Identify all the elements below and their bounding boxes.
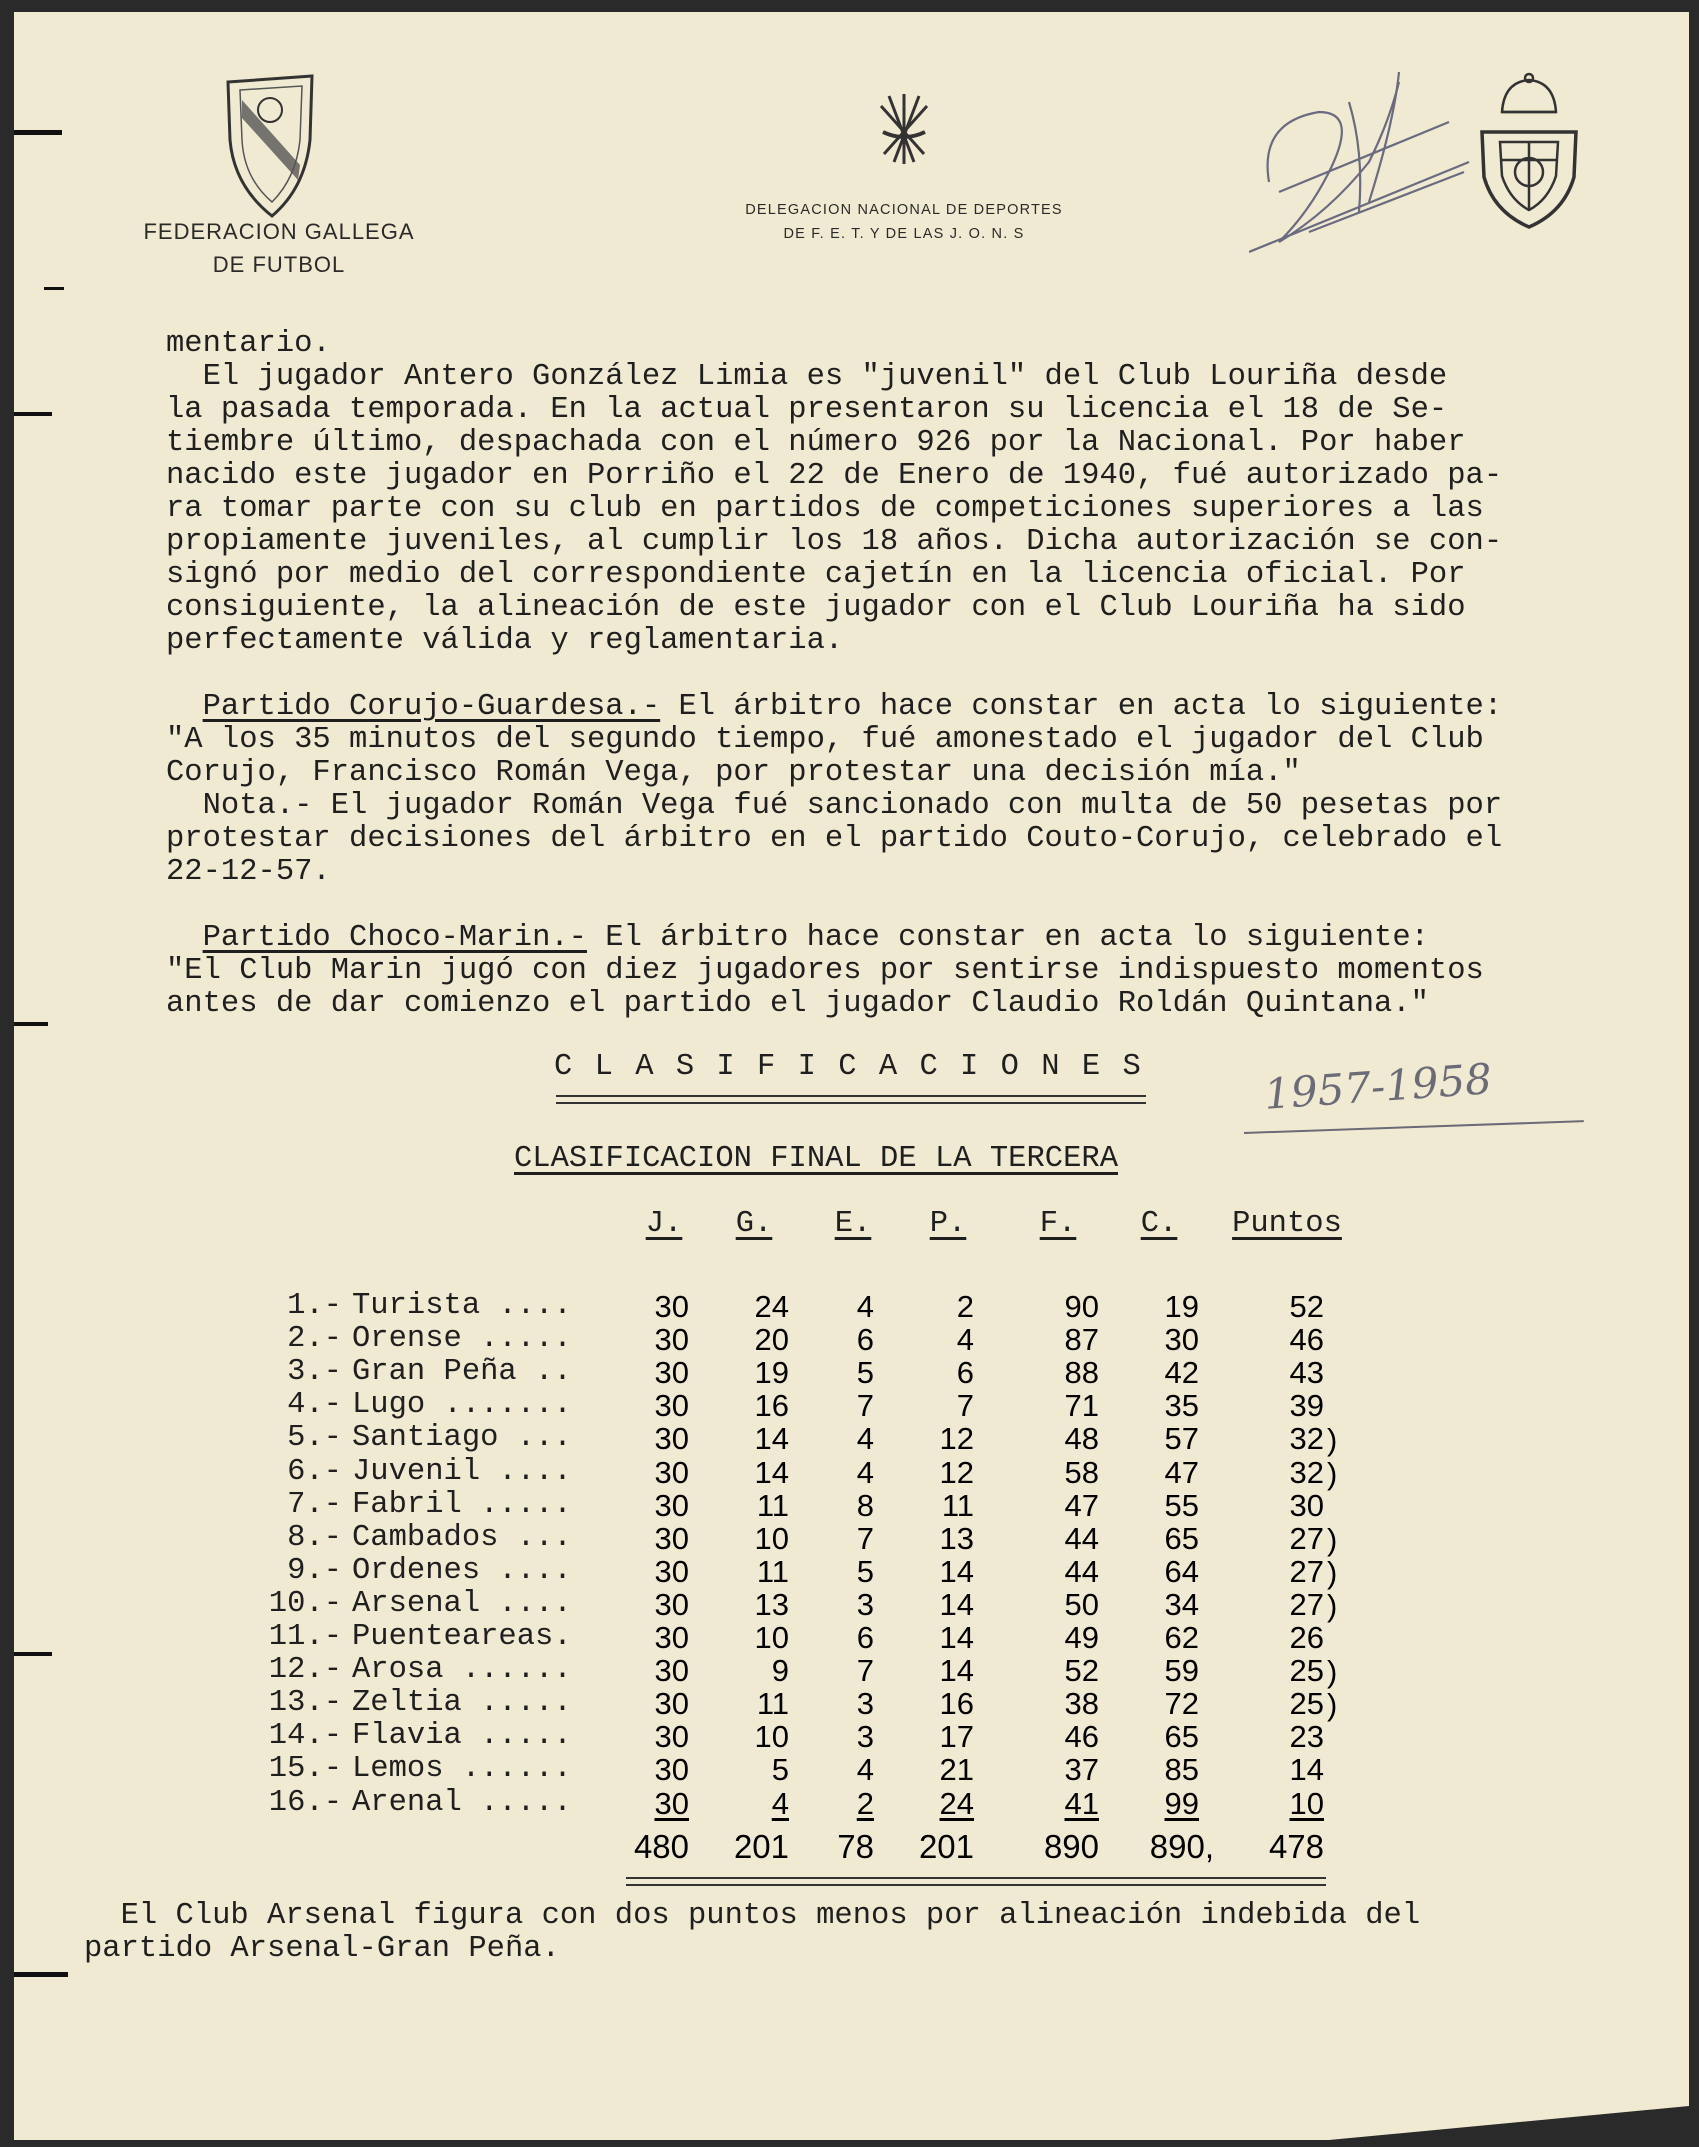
- body-line: ra tomar parte con su club en partidos de competiciones superiores a las: [166, 492, 1484, 526]
- cell-team: Santiago ...: [352, 1421, 572, 1456]
- cell-pos: 7.-: [287, 1487, 342, 1522]
- cell-p: 12: [939, 1421, 974, 1457]
- corujo-heading-line: Partido Corujo-Guardesa.- El árbitro hace constar en acta lo siguiente:: [202, 690, 1503, 724]
- totals-row: [14, 1830, 1689, 1870]
- cell-g: 14: [754, 1421, 789, 1457]
- cell-j: 30: [654, 1686, 689, 1722]
- body-line: "El Club Marin jugó con diez jugadores por sentirse indispuesto momentos: [166, 954, 1484, 988]
- cell-p: 14: [939, 1586, 974, 1622]
- table-row: [14, 1421, 1689, 1458]
- cell-f: 38: [1064, 1686, 1099, 1722]
- body-line: propiamente juveniles, al cumplir los 18 años. Dicha autorización se con-: [166, 525, 1503, 559]
- cell-j: 30: [654, 1454, 689, 1490]
- cell-pts: 14: [1289, 1752, 1324, 1788]
- table-row: [14, 1720, 1689, 1753]
- yoke-and-arrows-icon: [869, 84, 939, 174]
- cell-f: 49: [1064, 1620, 1099, 1655]
- total-pts: 478: [1268, 1828, 1324, 1865]
- binder-mark: [14, 1022, 48, 1026]
- col-header-puntos: Puntos: [1232, 1207, 1342, 1241]
- table-row: [14, 1555, 1689, 1588]
- cell-team: Orense .....: [352, 1322, 572, 1357]
- body-line: la pasada temporada. En la actual presentaron su licencia el 18 de Se-: [166, 393, 1448, 427]
- cell-c: 65: [1164, 1719, 1199, 1755]
- footer-line: partido Arsenal-Gran Peña.: [84, 1932, 560, 1966]
- cell-e: 6: [856, 1620, 874, 1655]
- cell-c: 55: [1164, 1487, 1199, 1523]
- body-line: tiembre último, despachada con el número 926 por la Nacional. Por haber: [166, 426, 1466, 460]
- cell-e: 3: [856, 1586, 874, 1622]
- body-line: nacido este jugador en Porriño el 22 de Enero de 1940, fué autorizado pa-: [166, 459, 1503, 493]
- table-title: CLASIFICACION FINAL DE LA TERCERA: [514, 1142, 1118, 1176]
- cell-e: 4: [856, 1752, 874, 1788]
- col-header-g: G.: [735, 1207, 773, 1241]
- cell-f: 41: [1064, 1785, 1099, 1821]
- table-row: [14, 1653, 1689, 1690]
- cell-j: 30: [654, 1785, 689, 1821]
- cell-team: Puenteareas.: [352, 1620, 572, 1654]
- body-line: "A los 35 minutos del segundo tiempo, fué amonestado el jugador del Club: [166, 723, 1484, 757]
- cell-g: 4: [771, 1785, 789, 1821]
- cell-pts: 32: [1289, 1454, 1324, 1490]
- col-header-e: E.: [834, 1207, 872, 1241]
- cell-g: 20: [754, 1322, 789, 1358]
- cell-team: Flavia .....: [352, 1719, 572, 1754]
- cell-pos: 8.-: [287, 1520, 342, 1555]
- cell-g: 10: [754, 1520, 789, 1556]
- cell-c: 65: [1164, 1520, 1199, 1556]
- table-row: [14, 1489, 1689, 1522]
- cell-f: 50: [1064, 1586, 1099, 1622]
- binder-mark: [14, 1652, 52, 1656]
- cell-team: Fabril .....: [352, 1487, 572, 1522]
- cell-pos: 12.-: [268, 1653, 342, 1688]
- cell-c: 85: [1164, 1752, 1199, 1788]
- double-rule: [556, 1095, 1146, 1104]
- table-row: [14, 1787, 1689, 1820]
- cell-p: 24: [939, 1785, 974, 1821]
- cell-pos: 4.-: [287, 1388, 342, 1423]
- cell-g: 5: [771, 1752, 789, 1788]
- cell-j: 30: [654, 1586, 689, 1622]
- cell-pts: 25: [1289, 1686, 1324, 1722]
- cell-team: Arsenal ....: [352, 1586, 572, 1621]
- cell-team: Lugo .......: [352, 1388, 572, 1423]
- body-line: antes de dar comienzo el partido el jugador Claudio Roldán Quintana.": [166, 987, 1429, 1021]
- choco-heading-line: Partido Choco-Marin.- El árbitro hace constar en acta lo siguiente:: [202, 921, 1429, 955]
- body-line: Nota.- El jugador Román Vega fué sancionado con multa de 50 pesetas por: [166, 789, 1503, 823]
- corujo-heading: Partido Corujo-Guardesa.-: [202, 690, 661, 724]
- total-p: 201: [918, 1828, 974, 1865]
- handwritten-year: 1957-1958: [1262, 1054, 1494, 1119]
- cell-pos: 14.-: [268, 1719, 342, 1754]
- cell-e: 3: [856, 1686, 874, 1722]
- cell-pts: 43: [1289, 1355, 1324, 1391]
- cell-p: 21: [939, 1752, 974, 1788]
- cell-p: 6: [956, 1355, 974, 1391]
- table-row: [14, 1356, 1689, 1389]
- cell-c: 62: [1164, 1620, 1199, 1655]
- cell-pts: 46: [1289, 1322, 1324, 1358]
- cell-j: 30: [654, 1653, 689, 1689]
- col-header-j: J.: [645, 1207, 683, 1241]
- cell-f: 88: [1064, 1355, 1099, 1391]
- cell-g: 13: [754, 1586, 789, 1622]
- cell-pos: 10.-: [268, 1586, 342, 1621]
- body-line: signó por medio del correspondiente cajetín en la licencia oficial. Por: [166, 558, 1466, 592]
- cell-f: 44: [1064, 1553, 1099, 1589]
- tie-brace: ): [1327, 1587, 1338, 1623]
- cell-c: 47: [1164, 1454, 1199, 1490]
- cell-g: 9: [771, 1653, 789, 1689]
- table-row: [14, 1686, 1689, 1723]
- cell-f: 48: [1064, 1421, 1099, 1457]
- cell-j: 30: [654, 1355, 689, 1391]
- delegation-name: DELEGACION NACIONAL DE DEPORTES DE F. E. T. Y DE LAS J. O. N. S: [745, 202, 1063, 242]
- cell-pos: 9.-: [287, 1553, 342, 1588]
- binder-mark: [44, 287, 64, 290]
- total-c: 890,: [1149, 1828, 1214, 1865]
- cell-j: 30: [654, 1289, 689, 1324]
- cell-j: 30: [654, 1553, 689, 1589]
- body-line: El jugador Antero González Limia es "juvenil" del Club Louriña desde: [166, 360, 1448, 394]
- total-f: 890: [1043, 1828, 1099, 1865]
- cell-pts: 32: [1289, 1421, 1324, 1457]
- cell-pts: 10: [1289, 1785, 1324, 1821]
- table-row: [14, 1389, 1689, 1422]
- choco-heading: Partido Choco-Marin.-: [202, 921, 587, 955]
- cell-p: 14: [939, 1553, 974, 1589]
- cell-team: Lemos ......: [352, 1752, 572, 1787]
- cell-pos: 13.-: [268, 1686, 342, 1721]
- cell-c: 42: [1164, 1355, 1199, 1391]
- cell-pts: 27: [1289, 1553, 1324, 1589]
- cell-j: 30: [654, 1752, 689, 1788]
- cell-c: 19: [1164, 1289, 1199, 1324]
- cell-p: 2: [956, 1289, 974, 1324]
- total-j: 480: [633, 1828, 689, 1865]
- cell-pos: 5.-: [287, 1421, 342, 1456]
- tie-brace: ): [1327, 1554, 1338, 1590]
- cell-p: 4: [956, 1322, 974, 1358]
- total-e: 78: [837, 1828, 874, 1865]
- cell-e: 8: [856, 1487, 874, 1523]
- cell-e: 4: [856, 1421, 874, 1457]
- col-header-c: C.: [1140, 1207, 1178, 1241]
- cell-c: 34: [1164, 1586, 1199, 1622]
- cell-c: 57: [1164, 1421, 1199, 1457]
- cell-f: 71: [1064, 1388, 1099, 1424]
- cell-j: 30: [654, 1388, 689, 1424]
- cell-j: 30: [654, 1719, 689, 1755]
- cell-c: 72: [1164, 1686, 1199, 1722]
- cell-j: 30: [654, 1487, 689, 1523]
- col-header-p: P.: [929, 1207, 967, 1241]
- cell-p: 7: [956, 1388, 974, 1424]
- tie-brace: ): [1327, 1455, 1338, 1491]
- binder-mark: [14, 130, 62, 135]
- cell-pos: 2.-: [287, 1322, 342, 1357]
- cell-pts: 39: [1289, 1388, 1324, 1424]
- table-row: [14, 1290, 1689, 1323]
- cell-pos: 3.-: [287, 1355, 342, 1390]
- cell-g: 16: [754, 1388, 789, 1424]
- cell-c: 59: [1164, 1653, 1199, 1689]
- cell-g: 11: [756, 1553, 789, 1589]
- cell-pts: 27: [1289, 1520, 1324, 1556]
- col-header-f: F.: [1039, 1207, 1077, 1241]
- cell-e: 5: [856, 1355, 874, 1391]
- cell-pts: 52: [1289, 1289, 1324, 1324]
- body-line: perfectamente válida y reglamentaria.: [166, 624, 844, 658]
- cell-p: 17: [939, 1719, 974, 1755]
- cell-f: 87: [1064, 1322, 1099, 1358]
- table-row: [14, 1588, 1689, 1621]
- cell-p: 11: [941, 1487, 974, 1523]
- tie-brace: ): [1327, 1654, 1338, 1690]
- cell-c: 64: [1164, 1553, 1199, 1589]
- cell-c: 35: [1164, 1388, 1199, 1424]
- cell-e: 4: [856, 1454, 874, 1490]
- classifications-title: C L A S I F I C A C I O N E S: [554, 1050, 1143, 1084]
- body-line: Corujo, Francisco Román Vega, por protestar una decisión mía.": [166, 756, 1301, 790]
- cell-g: 10: [754, 1620, 789, 1655]
- cell-e: 2: [856, 1785, 874, 1821]
- cell-p: 14: [939, 1620, 974, 1655]
- cell-e: 5: [856, 1553, 874, 1589]
- footer-line: El Club Arsenal figura con dos puntos menos por alineación indebida del: [84, 1899, 1421, 1933]
- federation-crest-icon: [220, 70, 320, 220]
- cell-pts: 26: [1289, 1620, 1324, 1655]
- total-g: 201: [733, 1828, 789, 1865]
- tie-brace: ): [1327, 1422, 1338, 1458]
- cell-team: Arosa ......: [352, 1653, 572, 1688]
- cell-e: 7: [856, 1388, 874, 1424]
- tie-brace: ): [1327, 1521, 1338, 1557]
- cell-c: 99: [1164, 1785, 1199, 1821]
- cell-j: 30: [654, 1520, 689, 1556]
- table-row: [14, 1456, 1689, 1489]
- cell-pts: 23: [1289, 1719, 1324, 1755]
- cell-j: 30: [654, 1620, 689, 1655]
- torn-corner: [1329, 2106, 1689, 2140]
- cell-p: 12: [939, 1454, 974, 1490]
- cell-team: Arenal .....: [352, 1785, 572, 1820]
- cell-team: Gran Peña ..: [352, 1355, 572, 1390]
- cell-pts: 25: [1289, 1653, 1324, 1689]
- totals-double-rule: [626, 1877, 1326, 1886]
- cell-f: 58: [1064, 1454, 1099, 1490]
- cell-e: 7: [856, 1520, 874, 1556]
- tie-brace: ): [1327, 1687, 1338, 1723]
- cell-g: 14: [754, 1454, 789, 1490]
- cell-pos: 16.-: [268, 1785, 342, 1820]
- body-line: 22-12-57.: [166, 855, 331, 889]
- cell-team: Ordenes ....: [352, 1553, 572, 1588]
- cell-pos: 1.-: [287, 1289, 342, 1323]
- table-row: [14, 1522, 1689, 1555]
- pencil-line: [1244, 1120, 1584, 1134]
- cell-pos: 6.-: [287, 1454, 342, 1489]
- binder-mark: [14, 412, 52, 416]
- cell-g: 10: [754, 1719, 789, 1755]
- cell-g: 19: [754, 1355, 789, 1391]
- document-page: [14, 12, 1689, 2140]
- cell-pts: 27: [1289, 1586, 1324, 1622]
- body-line: consiguiente, la alineación de este jugador con el Club Louriña ha sido: [166, 591, 1466, 625]
- body-line: protestar decisiones del árbitro en el partido Couto-Corujo, celebrado el: [166, 822, 1503, 856]
- table-row: [14, 1753, 1689, 1786]
- cell-p: 14: [939, 1653, 974, 1689]
- cell-f: 44: [1064, 1520, 1099, 1556]
- cell-f: 47: [1064, 1487, 1099, 1523]
- cell-team: Zeltia .....: [352, 1686, 572, 1721]
- cell-c: 30: [1164, 1322, 1199, 1358]
- cell-e: 6: [856, 1322, 874, 1358]
- cell-p: 16: [939, 1686, 974, 1722]
- cell-j: 30: [654, 1421, 689, 1457]
- cell-f: 52: [1064, 1653, 1099, 1689]
- cell-e: 3: [856, 1719, 874, 1755]
- cell-team: Cambados ...: [352, 1520, 572, 1555]
- cell-g: 11: [756, 1487, 789, 1523]
- cell-pts: 30: [1289, 1487, 1324, 1523]
- binder-mark: [14, 1972, 68, 1977]
- body-line: mentario.: [166, 327, 331, 361]
- table-row: [14, 1621, 1689, 1654]
- table-row: [14, 1323, 1689, 1356]
- cell-team: Juvenil ....: [352, 1454, 572, 1489]
- cell-f: 46: [1064, 1719, 1099, 1755]
- cell-f: 37: [1064, 1752, 1099, 1788]
- cell-e: 7: [856, 1653, 874, 1689]
- cell-g: 11: [756, 1686, 789, 1722]
- cell-pos: 15.-: [268, 1752, 342, 1787]
- cell-e: 4: [856, 1289, 874, 1324]
- royal-crown-crest-icon: [1464, 72, 1594, 232]
- cell-j: 30: [654, 1322, 689, 1358]
- cell-g: 24: [754, 1289, 789, 1324]
- federation-name: FEDERACION GALLEGA DE FUTBOL: [143, 219, 415, 277]
- handwritten-signature: [1249, 62, 1479, 272]
- cell-team: Turista ....: [352, 1289, 572, 1323]
- cell-pos: 11.-: [268, 1620, 342, 1654]
- cell-f: 90: [1064, 1289, 1099, 1324]
- cell-p: 13: [939, 1520, 974, 1556]
